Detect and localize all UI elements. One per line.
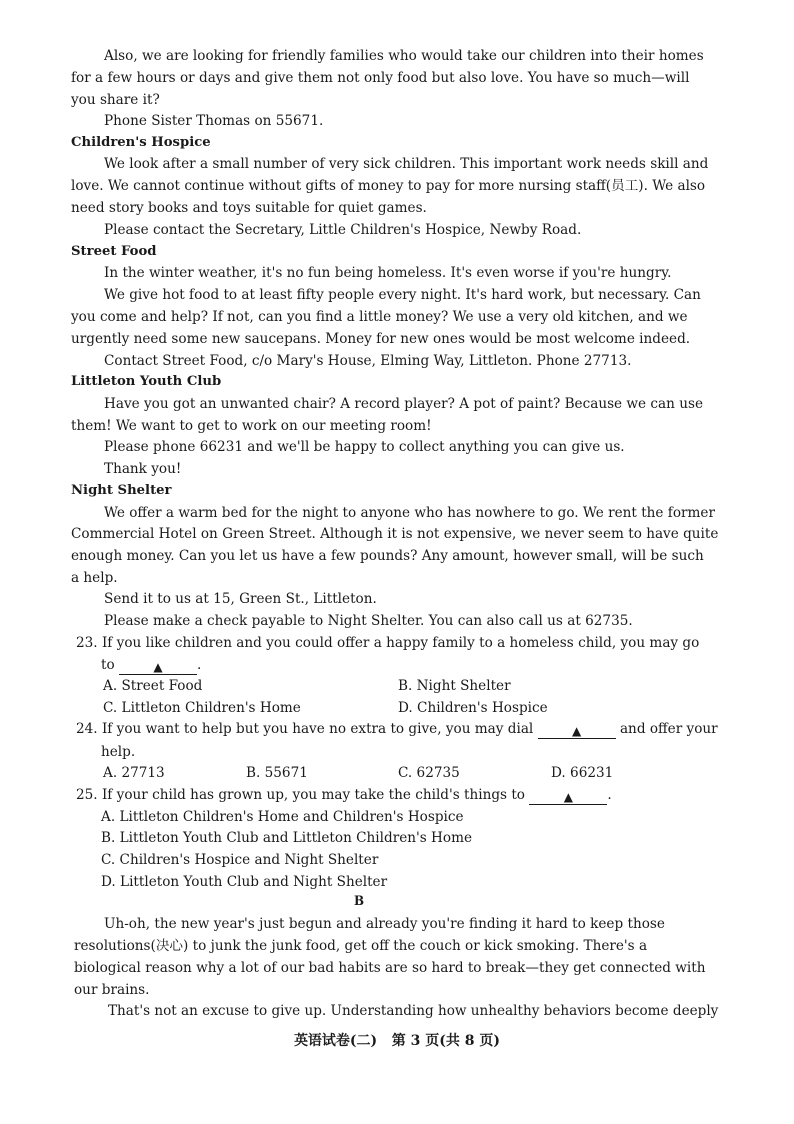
text-line: Send it to us at 15, Green St., Littleton. bbox=[104, 591, 377, 607]
text-line: our brains. bbox=[74, 982, 150, 998]
option-23-b: B. Night Shelter bbox=[398, 678, 511, 694]
question-25-stem bbox=[76, 786, 612, 805]
heading-street-food: Street Food bbox=[71, 244, 157, 259]
question-25-stem-post: . bbox=[607, 787, 612, 803]
option-25-c: C. Children's Hospice and Night Shelter bbox=[101, 852, 379, 868]
answer-blank-23: ▲ bbox=[119, 660, 197, 675]
text-line: biological reason why a lot of our bad habits are so hard to break—they get connected with bbox=[74, 960, 706, 976]
option-23-c: C. Littleton Children's Home bbox=[103, 700, 301, 716]
question-25-stem-pre: 25. If your child has grown up, you may take the child's things to bbox=[76, 787, 525, 803]
question-23-stem-pre: to bbox=[101, 657, 115, 673]
text-line: Thank you! bbox=[104, 461, 182, 477]
heading-youth-club: Littleton Youth Club bbox=[71, 374, 222, 389]
heading-night-shelter: Night Shelter bbox=[71, 483, 172, 498]
option-24-a: A. 27713 bbox=[103, 765, 165, 781]
text-line: Please make a check payable to Night Shelter. You can also call us at 62735. bbox=[104, 613, 633, 629]
page-footer: 英语试卷(二) 第 3 页(共 8 页) bbox=[293, 1033, 501, 1049]
question-24-stem bbox=[76, 720, 718, 739]
text-line: Also, we are looking for friendly families who would take our children into their homes bbox=[104, 48, 704, 64]
option-25-d: D. Littleton Youth Club and Night Shelter bbox=[101, 874, 388, 890]
text-line: Please contact the Secretary, Little Children's Hospice, Newby Road. bbox=[104, 222, 582, 238]
text-line: need story books and toys suitable for quiet games. bbox=[71, 200, 427, 216]
text-line: We give hot food to at least fifty people every night. It's hard work, but necessary. Can bbox=[104, 287, 701, 303]
question-24-stem-pre: 24. If you want to help but you have no extra to give, you may dial bbox=[76, 721, 534, 737]
text-line: In the winter weather, it's no fun being homeless. It's even worse if you're hungry. bbox=[104, 265, 672, 281]
option-24-b: B. 55671 bbox=[246, 765, 308, 781]
question-23-stem: 23. If you like children and you could offer a happy family to a homeless child, you may go bbox=[76, 635, 700, 651]
text-line: That's not an excuse to give up. Understanding how unhealthy behaviors become deeply bbox=[108, 1003, 719, 1019]
text-line: Uh-oh, the new year's just begun and already you're finding it hard to keep those bbox=[104, 916, 665, 932]
option-23-a: A. Street Food bbox=[103, 678, 203, 694]
text-line: enough money. Can you let us have a few pounds? Any amount, however small, will be such bbox=[71, 548, 704, 564]
option-25-a: A. Littleton Children's Home and Children's Hospice bbox=[101, 809, 464, 825]
text-line: Phone Sister Thomas on 55671. bbox=[104, 113, 324, 129]
answer-blank-24: ▲ bbox=[538, 724, 616, 739]
question-24-stem-post: and offer your bbox=[619, 721, 718, 737]
text-line: Have you got an unwanted chair? A record player? A pot of paint? Because we can use bbox=[104, 396, 703, 412]
text-line: them! We want to get to work on our meeting room! bbox=[71, 418, 432, 434]
section-b-label: B bbox=[353, 894, 365, 909]
heading-childrens-hospice: Children's Hospice bbox=[71, 135, 211, 150]
option-25-b: B. Littleton Youth Club and Littleton Children's Home bbox=[101, 830, 472, 846]
text-line: a help. bbox=[71, 570, 118, 586]
option-23-d: D. Children's Hospice bbox=[398, 700, 548, 716]
text-line: love. We cannot continue without gifts of money to pay for more nursing staff(员工). We also bbox=[71, 178, 706, 194]
question-23-stem-post: . bbox=[196, 657, 202, 673]
question-24-stem-cont: help. bbox=[101, 744, 136, 760]
text-line: Please phone 66231 and we'll be happy to collect anything you can give us. bbox=[104, 439, 625, 455]
question-23-stem-cont bbox=[101, 656, 201, 675]
option-24-d: D. 66231 bbox=[551, 765, 614, 781]
text-line: for a few hours or days and give them not only food but also love. You have so much—will bbox=[71, 70, 690, 86]
text-line: you come and help? If not, can you find a little money? We use a very old kitchen, and we bbox=[71, 309, 688, 325]
answer-blank-25: ▲ bbox=[529, 790, 607, 805]
text-line: urgently need some new saucepans. Money for new ones would be most welcome indeed. bbox=[71, 331, 691, 347]
text-line: We look after a small number of very sick children. This important work needs skill and bbox=[104, 156, 709, 172]
text-line: Contact Street Food, c/o Mary's House, Elming Way, Littleton. Phone 27713. bbox=[104, 353, 632, 369]
text-line: resolutions(决心) to junk the junk food, get off the couch or kick smoking. There's a bbox=[74, 938, 648, 954]
text-line: you share it? bbox=[71, 92, 160, 108]
option-24-c: C. 62735 bbox=[398, 765, 460, 781]
text-line: Commercial Hotel on Green Street. Although it is not expensive, we never seem to have quite bbox=[71, 526, 719, 542]
text-line: We offer a warm bed for the night to anyone who has nowhere to go. We rent the former bbox=[104, 505, 715, 521]
